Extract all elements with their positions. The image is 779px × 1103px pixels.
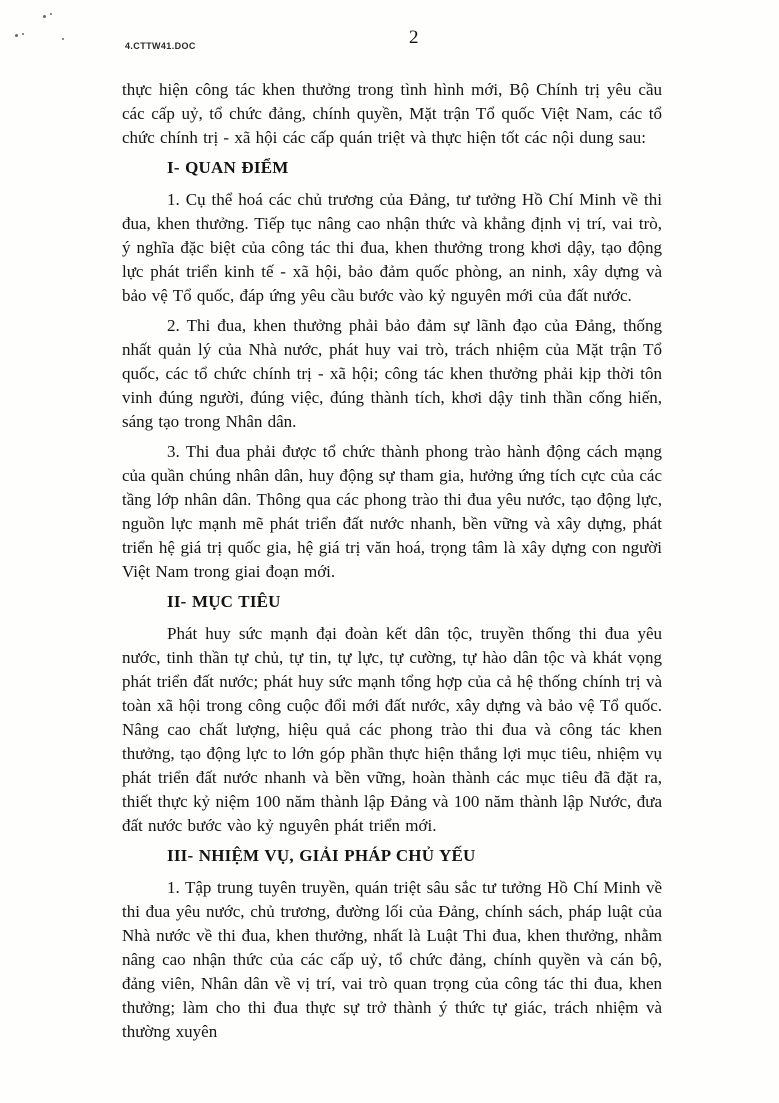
scan-speck	[43, 15, 46, 18]
section-heading-nhiem-vu: III- NHIỆM VỤ, GIẢI PHÁP CHỦ YẾU	[167, 846, 476, 865]
scan-speck	[22, 33, 24, 35]
paragraph: 1. Tập trung tuyên truyền, quán triệt sâu sắc tư tưởng Hồ Chí Minh về thi đua yêu nước, chủ trương, đường lối của Đảng, chính sách, pháp luật của Nhà nước về thi đua, khen thưởng, nhất là Luật Thi đua, khen thưởng, nhằm nâng cao nhận thức của các cấp uỷ, tổ chức đảng, chính quyền và cán bộ, đảng viên, Nhân dân về vị trí, vai trò quan trọng của công tác thi đua, khen thưởng; làm cho thi đua thực sự trở thành ý thức tự giác, trách nhiệm và thường xuyên	[122, 878, 662, 1041]
section-heading-muc-tieu: II- MỤC TIÊU	[167, 592, 281, 611]
intro-paragraph: thực hiện công tác khen thưởng trong tình hình mới, Bộ Chính trị yêu cầu các cấp uỷ, tổ chức đảng, chính quyền, Mặt trận Tổ quốc Việt Nam, các tổ chức chính trị - xã hội các cấp quán triệt và thực hiện tốt các nội dung sau:	[122, 80, 662, 147]
doc-code: 4.CTTW41.DOC	[125, 41, 196, 51]
section-heading-quan-diem: I- QUAN ĐIỂM	[167, 158, 289, 177]
scan-speck	[15, 34, 18, 37]
scan-speck	[50, 13, 52, 15]
page-number: 2	[409, 27, 419, 48]
paragraph: 1. Cụ thể hoá các chủ trương của Đảng, tư tưởng Hồ Chí Minh về thi đua, khen thưởng. Tiếp tục nâng cao nhận thức và khẳng định vị trí, vai trò, ý nghĩa đặc biệt của công tác thi đua, khen thưởng trong khơi dậy, tạo động lực phát triển kinh tế - xã hội, bảo đảm quốc phòng, an ninh, xây dựng và bảo vệ Tổ quốc, đáp ứng yêu cầu bước vào kỷ nguyên mới của đất nước.	[122, 190, 662, 305]
paragraph: 3. Thi đua phải được tổ chức thành phong trào hành động cách mạng của quần chúng nhân dân, huy động sự tham gia, hưởng ứng tích cực của các tầng lớp nhân dân. Thông qua các phong trào thi đua yêu nước, tạo động lực, nguồn lực mạnh mẽ phát triển đất nước nhanh, bền vững và xây dựng, phát triển hệ giá trị quốc gia, hệ giá trị văn hoá, trọng tâm là xây dựng con người Việt Nam trong giai đoạn mới.	[122, 442, 662, 581]
paragraph: Phát huy sức mạnh đại đoàn kết dân tộc, truyền thống thi đua yêu nước, tinh thần tự chủ, tự tin, tự lực, tự cường, tự hào dân tộc và khát vọng phát triển đất nước; phát huy sức mạnh tổng hợp của cả hệ thống chính trị và toàn xã hội trong công cuộc đổi mới đất nước, xây dựng và bảo vệ Tổ quốc. Nâng cao chất lượng, hiệu quả các phong trào thi đua và công tác khen thưởng, tạo động lực to lớn góp phần thực hiện thắng lợi mục tiêu, nhiệm vụ phát triển đất nước nhanh và bền vững, hoàn thành các mục tiêu đã đặt ra, thiết thực kỷ niệm 100 năm thành lập Đảng và 100 năm thành lập Nước, đưa đất nước bước vào kỷ nguyên phát triển mới.	[122, 624, 662, 835]
paragraph: 2. Thi đua, khen thưởng phải bảo đảm sự lãnh đạo của Đảng, thống nhất quản lý của Nhà nước, phát huy vai trò, trách nhiệm của Mặt trận Tổ quốc, các tổ chức chính trị - xã hội; công tác khen thưởng phải kịp thời tôn vinh đúng người, đúng việc, đúng thành tích, khơi dậy tinh thần cống hiến, sáng tạo trong Nhân dân.	[122, 316, 662, 431]
document-body	[122, 78, 662, 1050]
scan-speck	[62, 38, 64, 40]
